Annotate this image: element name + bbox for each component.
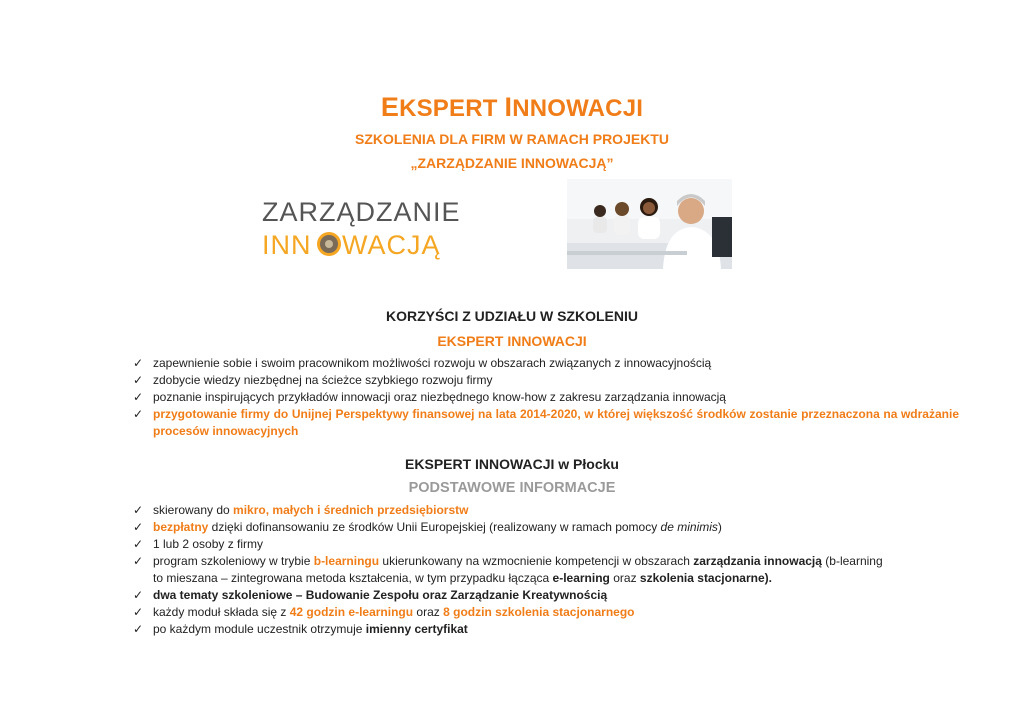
list-item: ✓ każdy moduł składa się z 42 godzin e-learningu oraz 8 godzin szkolenia stacjonarnego [133, 605, 635, 619]
list-item: ✓ skierowany do mikro, małych i średnich przedsiębiorstw [133, 503, 469, 517]
title-initial: E [380, 92, 400, 122]
subtitle-line-2: „ZARZĄDZANIE INNOWACJĄ” [410, 155, 614, 171]
info-heading: EKSPERT INNOWACJI w Płocku [405, 456, 619, 472]
list-item: ✓ po każdym module uczestnik otrzymuje imienny certyfikat [133, 622, 468, 636]
check-icon: ✓ [133, 407, 144, 421]
check-icon: ✓ [133, 520, 144, 534]
check-icon: ✓ [133, 537, 144, 551]
title-part: NNOWACJI [512, 95, 644, 122]
logo-line-2b: WACJĄ [342, 230, 441, 260]
info-subheading: PODSTAWOWE INFORMACJE [408, 480, 616, 496]
check-icon: ✓ [133, 554, 144, 568]
check-icon: ✓ [133, 588, 144, 602]
gear-icon [317, 232, 341, 256]
benefits-heading: KORZYŚCI Z UDZIAŁU W SZKOLENIU [386, 308, 638, 324]
info-list [133, 502, 913, 638]
title-initial: I [504, 92, 513, 122]
list-item: ✓ poznanie inspirujących przykładów innowacji oraz niezbędnego know-how z zakresu zarządzania innowacją [133, 390, 726, 404]
list-item: ✓ zapewnienie sobie i swoim pracownikom możliwości rozwoju w obszarach związanych z innowacyjnością [133, 356, 712, 370]
subtitle-line-1: SZKOLENIA DLA FIRM W RAMACH PROJEKTU [355, 131, 669, 147]
benefits-list [133, 355, 959, 440]
check-icon: ✓ [133, 373, 144, 387]
benefits-subheading: EKSPERT INNOWACJI [437, 333, 587, 349]
check-icon: ✓ [133, 622, 144, 636]
title-part: KSPERT [399, 95, 505, 122]
list-item: ✓ bezpłatny dzięki dofinansowaniu ze środków Unii Europejskiej (realizowany w ramach pomocy de minimis) [133, 520, 722, 534]
page-title [0, 92, 1024, 123]
logo-line-2a: INN [262, 230, 312, 260]
check-icon: ✓ [133, 503, 144, 517]
list-item: ✓ program szkoleniowy w trybie b-learningu ukierunkowany na wzmocnienie kompetencji w obszarach zarządzania innowacją (b-learning to mieszana – zintegrowana metoda kształcenia, w tym przypadku łącząca e-learning oraz szkolenia stacjonarne). [133, 554, 883, 585]
check-icon: ✓ [133, 356, 144, 370]
list-item: ✓ 1 lub 2 osoby z firmy [133, 537, 264, 551]
logo-line-1: ZARZĄDZANIE [262, 197, 461, 227]
check-icon: ✓ [133, 605, 144, 619]
list-item: ✓ dwa tematy szkoleniowe – Budowanie Zespołu oraz Zarządzanie Kreatywnością [133, 588, 608, 602]
people-photo [567, 179, 732, 269]
check-icon: ✓ [133, 390, 144, 404]
list-item: ✓ przygotowanie firmy do Unijnej Perspektywy finansowej na lata 2014-2020, w której większość środków zostanie przeznaczona na wdrażanie procesów innowacyjnych [133, 407, 959, 438]
zarzadzanie-innowacja-logo [262, 195, 467, 260]
list-item: ✓ zdobycie wiedzy niezbędnej na ścieżce szybkiego rozwoju firmy [133, 373, 493, 387]
